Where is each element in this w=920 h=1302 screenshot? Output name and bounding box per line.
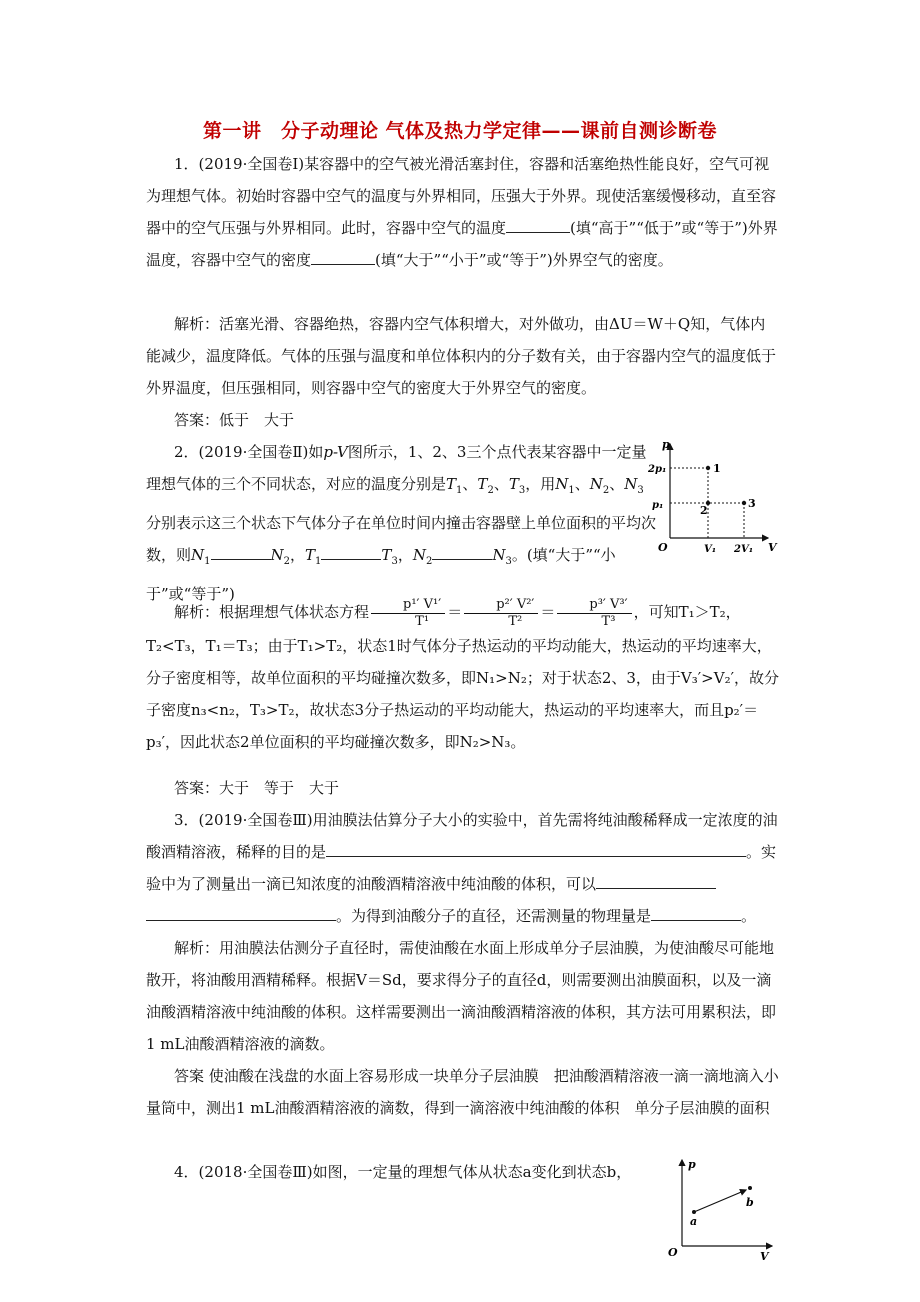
q1-stem-c: (填“大于”“小于”或“等于”)外界空气的密度。 [375,251,673,269]
state-1-label: 1 [713,462,721,475]
q3-answer: 答案 使油酸在浅盘的水面上容易形成一块单分子层油膜 把油酸酒精溶液一滴一滴地滴入小量筒中，测出1 mL油酸酒精溶液的滴数，得到一滴溶液中纯油酸的体积 单分子层油膜的面积 [146,1067,779,1117]
state-2-label: 2 [700,504,708,517]
fraction-2-num: p²′ V²′ [464,597,538,614]
q2-blank-1 [211,541,271,560]
question-1 [146,148,780,276]
q3-blank-3 [651,902,741,921]
q2-stem-f: 。(填“大于”“小于”或“等于”) [146,546,616,603]
q2-pv: p-V [323,443,348,461]
equals-2: ＝ [540,603,556,621]
fraction-2 [464,597,538,630]
q2-stem-a: 2．(2019·全国卷Ⅱ)如 [174,443,324,461]
p-axis-label: p [662,438,670,451]
q3-stem-d: 。 [741,907,757,925]
fraction-3-num: p³′ V³′ [557,597,631,614]
v-axis-2-label: V [760,1250,769,1263]
tick-v1: V₁ [704,544,717,555]
q1-stem-a: 1．(2019·全国卷Ⅰ)某容器中的空气被光滑活塞封住，容器和活塞绝热性能良好，空气可视为理想气体。初始时容器中空气的温度与外界相同，压强大于外界。现使活塞缓慢移动，直至容器中的空气压强与外界相同。此时，容器中空气的温度 [146,155,777,237]
q3-blank-2 [596,870,716,889]
state-a-point [692,1210,696,1214]
fraction-2-den: T² [508,613,523,629]
tick-2p1: 2p₁ [648,464,667,475]
pv-graph-2 [664,1154,784,1264]
q2-analysis-b: ，可知T₁＞T₂，T₂<T₃，T₁＝T₃；由于T₁>T₂，状态1时气体分子热运动的平均动能大，热运动的平均速率大，分子密度相等，故单位面积的平均碰撞次数多，即N₁>N₂；对于状态2、3，由于V₃′>V₂′，故分子密度n₃<n₂，T₃>T₂，故状态3分子热运动的平均动能大，热运动的平均速率大，而且p₂′＝p₃′，因此状态2单位面积的平均碰撞次数多，即N₂>N₃。 [146,603,780,751]
state-b-label: b [746,1196,754,1209]
q1-blank-2 [311,246,375,265]
q3-blank-2b [146,902,336,921]
fraction-1-num: p¹′ V¹′ [371,597,445,614]
process-a-to-b [694,1190,746,1212]
question-3 [146,804,780,932]
state-3-label: 3 [748,497,756,510]
q1-analysis: 解析：活塞光滑、容器绝热，容器内空气体积增大，对外做功，由ΔU＝W＋Q知，气体内能减少，温度降低。气体的压强与温度和单位体积内的分子数有关，由于容器内空气的温度低于外界温度，但压强相同，则容器中空气的密度大于外界空气的密度。 [146,315,777,397]
q3-stem-c: 。为得到油酸分子的直径，还需测量的物理量是 [336,907,652,925]
origin-label: O [658,541,668,554]
state-3-point [742,501,746,505]
q3-stem-b: 。实验中为了测量出一滴已知浓度的油酸酒精溶液中纯油酸的体积，可以 [146,843,777,893]
q1-stem-b: (填“高于”“低于”或“等于”)外界温度，容器中空气的密度 [146,219,778,269]
q2-analysis [146,596,780,758]
fraction-1-den: T¹ [415,613,430,629]
q3-blank-1 [326,838,746,857]
state-a-label: a [690,1215,698,1228]
state-b-point [748,1186,752,1190]
pv-graph-1 [640,438,785,560]
p-axis-2-label: p [688,1158,696,1171]
question-2: 2．(2019·全国卷Ⅱ)如p-V图所示，1、2、3三个点代表某容器中一定量理想气体的三个不同状态，对应的温度分别是$T_1$、$T_2$、$T_3$，用$N_1$、$N_2$、$N_3$分别表示这三个状态下气体分子在单位时间内撞击容器壁上单位面积的平均次数，则$N_1$ $N_2$，$T_1$ $T_3$，$N_2$ $N_3$。(填“大于”“小于”或“等于”) [146,443,657,603]
fraction-3-den: T³ [601,613,616,629]
tick-2v1: 2V₁ [734,544,754,555]
q2-stem-e: 分别表示这三个状态下气体分子在单位时间内撞击容器壁上单位面积的平均次数，则 [146,514,657,564]
v-axis-label: V [768,541,777,554]
q2-blank-3 [432,541,492,560]
q3-analysis: 解析：用油膜法估测分子直径时，需使油酸在水面上形成单分子层油膜，为使油酸尽可能地散开，将油酸用酒精稀释。根据V＝Sd，要求得分子的直径d，则需要测出油膜面积，以及一滴油酸酒精溶液中纯油酸的体积。这样需要测出一滴油酸酒精溶液的体积，其方法可用累积法，即1 mL油酸酒精溶液的滴数。 [146,939,777,1053]
page-title: 第一讲 分子动理论 气体及热力学定律——课前自测诊断卷 [202,120,718,142]
equals-1: ＝ [447,603,463,621]
q1-answer: 答案：低于 大于 [174,411,295,429]
origin-2-label: O [668,1246,678,1259]
q1-blank-1 [506,214,570,233]
q2-stem-d: ，用 [525,475,556,493]
fraction-1 [371,597,445,630]
q2-stem-b: 图所示，1、2、3三个点代表某容器中一定量理想气体的三个不同状态，对应的温度分别是 [146,443,647,493]
q2-analysis-a: 解析：根据理想气体状态方程 [174,603,370,621]
state-1-point [706,466,710,470]
fraction-3 [557,597,631,630]
q2-blank-2 [321,541,381,560]
tick-p1: p₁ [652,500,664,511]
q2-answer: 答案：大于 等于 大于 [174,779,340,797]
q3-stem-a: 3．(2019·全国卷Ⅲ)用油膜法估算分子大小的实验中，首先需将纯油酸稀释成一定浓度的油酸酒精溶液，稀释的目的是 [146,811,778,861]
question-4: 4．(2018·全国卷Ⅲ)如图，一定量的理想气体从状态a变化到状态b， [174,1163,632,1181]
